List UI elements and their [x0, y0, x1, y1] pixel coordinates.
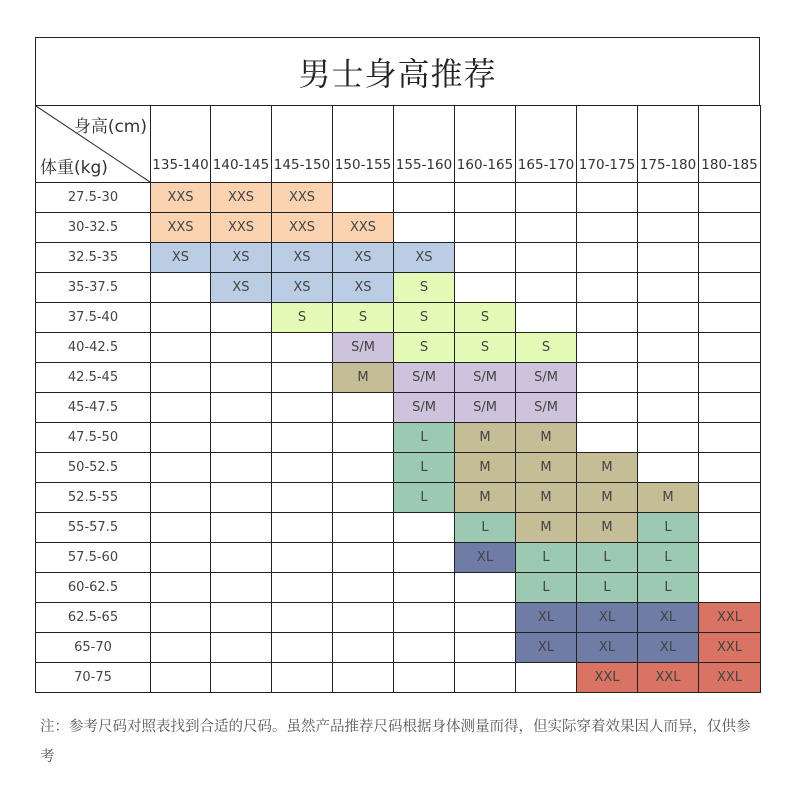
size-cell: XS	[333, 243, 394, 273]
weight-label-cell: 52.5-55	[36, 483, 151, 513]
size-cell: L	[638, 573, 699, 603]
empty-cell	[272, 483, 333, 513]
empty-cell	[272, 333, 333, 363]
empty-cell	[699, 333, 761, 363]
empty-cell	[577, 393, 638, 423]
empty-cell	[699, 483, 761, 513]
size-cell: XXL	[577, 663, 638, 693]
empty-cell	[455, 183, 516, 213]
table-row	[36, 243, 761, 273]
table-row	[36, 513, 761, 543]
empty-cell	[638, 213, 699, 243]
size-cell: M	[516, 453, 577, 483]
size-cell: L	[638, 543, 699, 573]
table-row	[36, 393, 761, 423]
empty-cell	[211, 363, 272, 393]
empty-cell	[272, 423, 333, 453]
empty-cell	[638, 393, 699, 423]
weight-label-cell: 37.5-40	[36, 303, 151, 333]
weight-label-cell: 55-57.5	[36, 513, 151, 543]
empty-cell	[699, 573, 761, 603]
table-row	[36, 543, 761, 573]
header-row	[36, 106, 761, 183]
weight-axis-label: 体重(kg)	[40, 158, 108, 178]
size-cell: L	[394, 453, 455, 483]
weight-label-cell: 60-62.5	[36, 573, 151, 603]
empty-cell	[272, 603, 333, 633]
empty-cell	[455, 573, 516, 603]
empty-cell	[455, 243, 516, 273]
empty-cell	[516, 273, 577, 303]
empty-cell	[151, 483, 211, 513]
empty-cell	[211, 303, 272, 333]
empty-cell	[577, 303, 638, 333]
empty-cell	[151, 543, 211, 573]
height-header-label: 145-150	[273, 157, 331, 173]
height-header-cell	[516, 106, 577, 183]
empty-cell	[272, 363, 333, 393]
table-row	[36, 603, 761, 633]
height-header-cell	[333, 106, 394, 183]
empty-cell	[272, 453, 333, 483]
empty-cell	[333, 633, 394, 663]
empty-cell	[394, 603, 455, 633]
empty-cell	[638, 423, 699, 453]
height-header-label: 150-155	[334, 157, 392, 173]
table-row	[36, 183, 761, 213]
size-cell: S	[394, 333, 455, 363]
empty-cell	[211, 543, 272, 573]
weight-label-cell: 57.5-60	[36, 543, 151, 573]
weight-label-cell: 30-32.5	[36, 213, 151, 243]
footnote: 注：参考尺码对照表找到合适的尺码。虽然产品推荐尺码根据身体测量而得，但实际穿着效果因人而异，仅供参考	[40, 719, 751, 765]
empty-cell	[699, 213, 761, 243]
empty-cell	[333, 513, 394, 543]
weight-label-cell: 45-47.5	[36, 393, 151, 423]
size-cell: XL	[638, 633, 699, 663]
empty-cell	[577, 423, 638, 453]
empty-cell	[516, 183, 577, 213]
size-cell: XS	[211, 273, 272, 303]
empty-cell	[151, 453, 211, 483]
empty-cell	[394, 633, 455, 663]
height-header-label: 140-145	[212, 157, 270, 173]
empty-cell	[394, 513, 455, 543]
empty-cell	[577, 183, 638, 213]
empty-cell	[211, 663, 272, 693]
empty-cell	[211, 633, 272, 663]
empty-cell	[333, 423, 394, 453]
empty-cell	[638, 333, 699, 363]
size-cell: S/M	[455, 363, 516, 393]
size-cell: S/M	[516, 393, 577, 423]
empty-cell	[272, 543, 333, 573]
empty-cell	[699, 273, 761, 303]
empty-cell	[699, 303, 761, 333]
height-header-label: 175-180	[639, 157, 697, 173]
size-cell: S	[333, 303, 394, 333]
height-header-cell	[699, 106, 761, 183]
empty-cell	[211, 453, 272, 483]
size-cell: XXS	[333, 213, 394, 243]
height-axis-label: 身高(cm)	[73, 117, 147, 137]
empty-cell	[577, 273, 638, 303]
size-cell: XS	[151, 243, 211, 273]
size-cell: XL	[516, 633, 577, 663]
empty-cell	[211, 423, 272, 453]
size-cell: S/M	[516, 363, 577, 393]
empty-cell	[333, 603, 394, 633]
empty-cell	[455, 663, 516, 693]
empty-cell	[272, 633, 333, 663]
empty-cell	[455, 633, 516, 663]
table-row	[36, 573, 761, 603]
empty-cell	[151, 663, 211, 693]
empty-cell	[394, 213, 455, 243]
size-cell: S	[272, 303, 333, 333]
empty-cell	[577, 213, 638, 243]
size-cell: M	[516, 483, 577, 513]
size-cell: S	[394, 273, 455, 303]
size-cell: L	[516, 543, 577, 573]
empty-cell	[272, 573, 333, 603]
empty-cell	[151, 603, 211, 633]
table-row	[36, 633, 761, 663]
empty-cell	[394, 573, 455, 603]
weight-label-cell: 35-37.5	[36, 273, 151, 303]
empty-cell	[577, 333, 638, 363]
table-row	[36, 663, 761, 693]
empty-cell	[699, 183, 761, 213]
size-cell: S/M	[394, 363, 455, 393]
empty-cell	[333, 483, 394, 513]
empty-cell	[699, 393, 761, 423]
empty-cell	[211, 573, 272, 603]
size-cell: XXL	[699, 663, 761, 693]
empty-cell	[638, 273, 699, 303]
size-cell: M	[577, 483, 638, 513]
empty-cell	[516, 213, 577, 243]
size-cell: S	[516, 333, 577, 363]
size-cell: S/M	[455, 393, 516, 423]
weight-label-cell: 50-52.5	[36, 453, 151, 483]
size-cell: M	[577, 453, 638, 483]
empty-cell	[151, 333, 211, 363]
chart-title: 男士身高推荐	[35, 37, 760, 106]
size-cell: XXS	[272, 183, 333, 213]
empty-cell	[699, 243, 761, 273]
table-row	[36, 423, 761, 453]
empty-cell	[638, 243, 699, 273]
empty-cell	[151, 573, 211, 603]
empty-cell	[211, 603, 272, 633]
empty-cell	[577, 363, 638, 393]
size-chart	[35, 37, 760, 699]
height-header-label: 155-160	[395, 157, 453, 173]
table-row	[36, 303, 761, 333]
weight-label-cell: 40-42.5	[36, 333, 151, 363]
size-cell: XS	[272, 273, 333, 303]
empty-cell	[151, 633, 211, 663]
size-cell: L	[455, 513, 516, 543]
empty-cell	[333, 393, 394, 423]
empty-cell	[699, 513, 761, 543]
size-cell: XS	[333, 273, 394, 303]
size-cell: M	[333, 363, 394, 393]
size-cell: M	[638, 483, 699, 513]
size-cell: XXL	[699, 633, 761, 663]
empty-cell	[272, 513, 333, 543]
empty-cell	[272, 663, 333, 693]
size-cell: L	[577, 573, 638, 603]
height-header-label: 165-170	[517, 157, 575, 173]
height-header-label: 180-185	[701, 157, 758, 173]
size-cell: XL	[516, 603, 577, 633]
empty-cell	[455, 213, 516, 243]
empty-cell	[516, 663, 577, 693]
empty-cell	[151, 423, 211, 453]
size-cell: XXS	[211, 213, 272, 243]
empty-cell	[211, 393, 272, 423]
size-cell: M	[455, 423, 516, 453]
height-header-cell	[577, 106, 638, 183]
size-cell: M	[455, 483, 516, 513]
size-cell: XL	[455, 543, 516, 573]
empty-cell	[638, 453, 699, 483]
size-cell: XXS	[151, 183, 211, 213]
empty-cell	[151, 513, 211, 543]
table-row	[36, 483, 761, 513]
height-header-label: 135-140	[152, 157, 209, 173]
empty-cell	[211, 483, 272, 513]
size-cell: XXL	[699, 603, 761, 633]
size-cell: L	[516, 573, 577, 603]
weight-label-cell: 70-75	[36, 663, 151, 693]
table-row	[36, 363, 761, 393]
height-header-cell	[394, 106, 455, 183]
empty-cell	[151, 303, 211, 333]
table-row	[36, 333, 761, 363]
size-cell: S	[455, 333, 516, 363]
size-cell: S	[455, 303, 516, 333]
size-cell: M	[516, 513, 577, 543]
height-header-cell	[211, 106, 272, 183]
size-cell: XXL	[638, 663, 699, 693]
table-row	[36, 273, 761, 303]
table-row	[36, 453, 761, 483]
size-cell: S/M	[333, 333, 394, 363]
size-cell: XS	[211, 243, 272, 273]
size-cell: L	[394, 483, 455, 513]
empty-cell	[333, 573, 394, 603]
size-cell: M	[455, 453, 516, 483]
empty-cell	[455, 273, 516, 303]
size-cell: S	[394, 303, 455, 333]
weight-label-cell: 62.5-65	[36, 603, 151, 633]
weight-label-cell: 42.5-45	[36, 363, 151, 393]
size-cell: XL	[577, 603, 638, 633]
size-cell: M	[516, 423, 577, 453]
height-header-label: 160-165	[456, 157, 514, 173]
size-cell: S/M	[394, 393, 455, 423]
height-header-cell	[272, 106, 333, 183]
weight-label-cell: 27.5-30	[36, 183, 151, 213]
table-row	[36, 213, 761, 243]
size-cell: XL	[577, 633, 638, 663]
empty-cell	[394, 663, 455, 693]
size-table	[35, 105, 761, 693]
empty-cell	[211, 513, 272, 543]
empty-cell	[394, 183, 455, 213]
empty-cell	[577, 243, 638, 273]
size-cell: L	[577, 543, 638, 573]
empty-cell	[638, 183, 699, 213]
empty-cell	[699, 363, 761, 393]
empty-cell	[638, 363, 699, 393]
size-cell: XS	[272, 243, 333, 273]
weight-label-cell: 47.5-50	[36, 423, 151, 453]
height-header-cell	[455, 106, 516, 183]
empty-cell	[333, 183, 394, 213]
empty-cell	[516, 303, 577, 333]
empty-cell	[699, 453, 761, 483]
size-cell: XS	[394, 243, 455, 273]
empty-cell	[151, 273, 211, 303]
corner-cell	[36, 106, 151, 183]
empty-cell	[699, 423, 761, 453]
height-header-cell	[151, 106, 211, 183]
size-cell: L	[638, 513, 699, 543]
empty-cell	[394, 543, 455, 573]
empty-cell	[516, 243, 577, 273]
size-cell: XXS	[211, 183, 272, 213]
empty-cell	[211, 333, 272, 363]
empty-cell	[151, 393, 211, 423]
empty-cell	[333, 663, 394, 693]
size-cell: M	[577, 513, 638, 543]
size-cell: XXS	[151, 213, 211, 243]
height-header-cell	[638, 106, 699, 183]
height-header-label: 170-175	[578, 157, 636, 173]
weight-label-cell: 65-70	[36, 633, 151, 663]
size-cell: XXS	[272, 213, 333, 243]
empty-cell	[151, 363, 211, 393]
size-cell: XL	[638, 603, 699, 633]
empty-cell	[455, 603, 516, 633]
size-cell: L	[394, 423, 455, 453]
empty-cell	[699, 543, 761, 573]
empty-cell	[333, 453, 394, 483]
empty-cell	[272, 393, 333, 423]
weight-label-cell: 32.5-35	[36, 243, 151, 273]
empty-cell	[638, 303, 699, 333]
empty-cell	[333, 543, 394, 573]
